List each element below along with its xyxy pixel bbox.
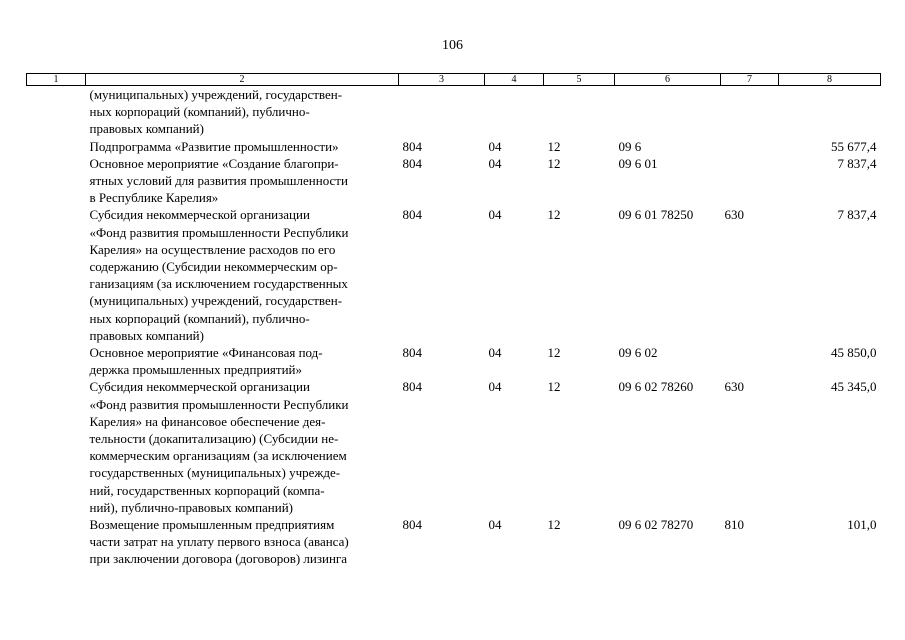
budget-table	[26, 73, 881, 568]
expense-type-code	[721, 138, 779, 155]
section-code: 04	[488, 155, 502, 171]
expense-type-code: 630	[724, 207, 744, 223]
row-name-line: в Республике Карелия»	[89, 190, 219, 206]
subsection-code	[544, 86, 615, 138]
row-name	[86, 378, 399, 516]
amount: 7 837,4	[837, 155, 877, 171]
ministry-code	[399, 86, 485, 138]
target-code: 09 6 01	[618, 155, 658, 171]
column-number: 7	[721, 74, 779, 86]
section-code: 04	[488, 517, 502, 533]
target-code: 09 6 02	[618, 345, 658, 361]
amount: 45 850,0	[831, 345, 877, 361]
target-code: 09 6 02 78260	[618, 379, 694, 395]
target-code: 09 6 01 78250	[618, 207, 694, 223]
column-number: 1	[27, 74, 86, 86]
column-number: 4	[485, 74, 544, 86]
target-code: 09 6	[618, 138, 642, 154]
subsection-code: 12	[547, 207, 561, 223]
row-name-line: Возмещение промышленным предприятиям	[89, 517, 335, 533]
row-name-line: содержанию (Субсидии некоммерческим ор-	[89, 259, 338, 275]
row-name	[86, 155, 399, 207]
ministry-code: 804	[402, 138, 422, 154]
table-row	[27, 378, 881, 516]
column-number: 2	[86, 74, 399, 86]
section-code: 04	[488, 207, 502, 223]
section-code: 04	[488, 379, 502, 395]
row-name-line: ных корпораций (компаний), публично-	[89, 310, 310, 326]
row-name-line: правовых компаний)	[89, 121, 204, 137]
subsection-code: 12	[547, 345, 561, 361]
row-name-line: Основное мероприятие «Создание благопри-	[89, 155, 339, 171]
ministry-code: 804	[402, 379, 422, 395]
row-name-line: (муниципальных) учреждений, государствен-	[89, 293, 343, 309]
row-name	[86, 344, 399, 378]
row-name-line: (муниципальных) учреждений, государствен-	[89, 87, 343, 102]
row-name-line: «Фонд развития промышленности Республики	[89, 396, 349, 412]
column-number: 6	[615, 74, 721, 86]
row-name-line: Карелия» на финансовое обеспечение дея-	[89, 413, 326, 429]
amount: 45 345,0	[831, 379, 877, 395]
row-name-line: при заключении договора (договоров) лизинга	[89, 551, 348, 567]
table-row	[27, 516, 881, 568]
expense-type-code	[721, 86, 779, 138]
row-number-cell	[27, 378, 86, 516]
expense-type-code	[721, 155, 779, 207]
row-name-line: тельности (докапитализацию) (Субсидии не-	[89, 431, 339, 447]
target-code	[615, 86, 721, 138]
row-number-cell	[27, 86, 86, 138]
row-name-line: ятных условий для развития промышленности	[89, 173, 348, 189]
section-code	[485, 86, 544, 138]
ministry-code: 804	[402, 517, 422, 533]
ministry-code: 804	[402, 207, 422, 223]
table-row	[27, 138, 881, 155]
row-name	[86, 206, 399, 344]
row-number-cell	[27, 516, 86, 568]
column-number: 5	[544, 74, 615, 86]
subsection-code: 12	[547, 379, 561, 395]
row-name-line: Субсидия некоммерческой организации	[89, 207, 310, 223]
table-row	[27, 86, 881, 138]
row-name-line: держка промышленных предприятий»	[89, 362, 303, 378]
target-code: 09 6 02 78270	[618, 517, 694, 533]
section-code: 04	[488, 345, 502, 361]
row-number-cell	[27, 138, 86, 155]
row-name	[86, 138, 399, 155]
ministry-code: 804	[402, 345, 422, 361]
expense-type-code: 810	[724, 517, 744, 533]
row-name-line: «Фонд развития промышленности Республики	[89, 224, 349, 240]
expense-type-code	[721, 344, 779, 378]
expense-type-code: 630	[724, 379, 744, 395]
column-number-row	[27, 74, 881, 86]
row-name	[86, 86, 399, 138]
table-row	[27, 206, 881, 344]
subsection-code: 12	[547, 155, 561, 171]
row-number-cell	[27, 155, 86, 207]
subsection-code: 12	[547, 138, 561, 154]
amount: 55 677,4	[831, 138, 877, 154]
row-name-line: ний), публично-правовых компаний)	[89, 499, 294, 515]
page-number: 106	[442, 38, 463, 53]
table-row	[27, 344, 881, 378]
row-name-line: ний, государственных корпораций (компа-	[89, 482, 325, 498]
row-name-line: части затрат на уплату первого взноса (аванса)	[89, 534, 349, 550]
row-name-line: Основное мероприятие «Финансовая под-	[89, 345, 323, 361]
column-number: 3	[399, 74, 485, 86]
row-name-line: Субсидия некоммерческой организации	[89, 379, 310, 395]
row-name-line: Подпрограмма «Развитие промышленности»	[89, 138, 339, 154]
amount: 7 837,4	[837, 207, 877, 223]
amount: 101,0	[847, 517, 877, 533]
column-number: 8	[779, 74, 881, 86]
row-name-line: правовых компаний)	[89, 327, 204, 343]
row-name	[86, 516, 399, 568]
row-number-cell	[27, 206, 86, 344]
row-name-line: ных корпораций (компаний), публично-	[89, 104, 310, 120]
section-code: 04	[488, 138, 502, 154]
row-name-line: ганизациям (за исключением государственных	[89, 276, 348, 292]
row-name-line: государственных (муниципальных) учрежде-	[89, 465, 341, 481]
row-name-line: коммерческим организациям (за исключением	[89, 448, 347, 464]
table-row	[27, 155, 881, 207]
amount	[779, 86, 881, 138]
ministry-code: 804	[402, 155, 422, 171]
subsection-code: 12	[547, 517, 561, 533]
row-name-line: Карелия» на осуществление расходов по его	[89, 241, 336, 257]
row-number-cell	[27, 344, 86, 378]
